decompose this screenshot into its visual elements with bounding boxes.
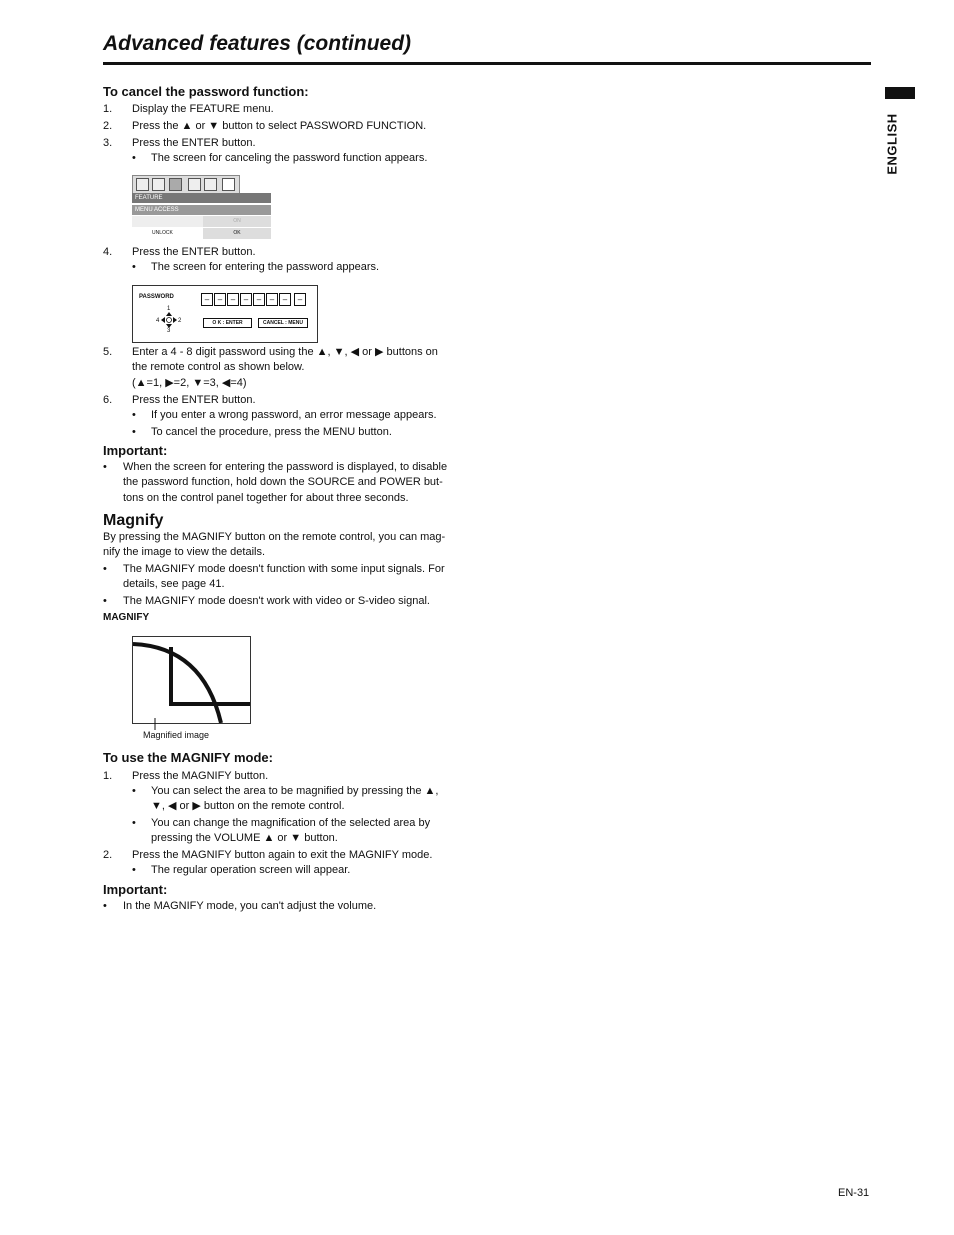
language-tab-label: ENGLISH	[884, 113, 900, 175]
step-number: 3.	[103, 137, 113, 149]
bullet-text: To cancel the procedure, press the MENU button.	[151, 426, 392, 438]
list-item	[103, 460, 448, 475]
bullet: •	[132, 152, 136, 164]
step-text: Press the ENTER button.	[132, 394, 256, 406]
audio-icon	[152, 178, 165, 191]
password-digit-box: –	[279, 293, 291, 306]
magnify-figure-label: MAGNIFY	[103, 612, 150, 623]
menu-icon-bar	[132, 175, 240, 195]
unlock-label: UNLOCK	[152, 230, 173, 236]
list-item	[103, 345, 503, 360]
use-magnify-heading: To use the MAGNIFY mode:	[103, 750, 273, 765]
menu-row-access: MENU ACCESS	[132, 205, 271, 215]
magnified-image-caption: Magnified image	[143, 730, 210, 740]
language-tab-marker	[885, 87, 915, 99]
direction-number-up: 1	[167, 306, 171, 312]
magnified-image-illustration	[132, 636, 251, 724]
list-item	[103, 245, 503, 260]
cancel-password-heading: To cancel the password function:	[103, 84, 309, 99]
step-number: 1.	[103, 770, 113, 782]
bullet-text: In the MAGNIFY mode, you can't adjust the volume.	[123, 900, 377, 912]
feature-menu-screen	[132, 175, 272, 239]
bullet: •	[132, 409, 136, 421]
magnify-heading: Magnify	[103, 512, 164, 529]
bullet: •	[103, 595, 107, 607]
step-text: Press the MAGNIFY button again to exit the MAGNIFY mode.	[132, 849, 433, 861]
password-digit-box: –	[266, 293, 278, 306]
bullet-text: If you enter a wrong password, an error message appears.	[151, 409, 437, 421]
bullet: •	[132, 864, 136, 876]
step-text: Press the ENTER button.	[132, 137, 256, 149]
list-item	[132, 151, 428, 166]
on-value: ON	[203, 216, 271, 227]
step-text-continued: the remote control as shown below.	[132, 361, 305, 373]
feature-icon	[169, 178, 182, 191]
ok-value: OK	[203, 228, 271, 239]
bullet-text: The screen for canceling the password function appears.	[151, 152, 428, 164]
list-item	[103, 102, 503, 117]
password-digit-box: –	[227, 293, 239, 306]
list-item	[132, 863, 351, 878]
step-text: Display the FEATURE menu.	[132, 103, 274, 115]
step-text: Enter a 4 - 8 digit password using the ▲, ▼, ◀ or ▶ buttons on	[132, 346, 438, 358]
list-item	[103, 119, 503, 134]
list-item	[132, 408, 437, 423]
bullet-text: The regular operation screen will appear.	[151, 864, 351, 876]
password-digit-box: –	[240, 293, 252, 306]
bullet-text: You can change the magnification of the selected area by	[151, 817, 431, 829]
bullet-text-continued: tons on the control panel together for about three seconds.	[123, 492, 409, 504]
list-item	[103, 899, 377, 914]
cancel-menu-button: CANCEL : MENU	[258, 318, 308, 328]
step-number: 1.	[103, 103, 113, 115]
bullet-text: The screen for entering the password appears.	[151, 261, 380, 273]
bullet: •	[132, 817, 136, 829]
bullet-text: The MAGNIFY mode doesn't function with some input signals. For	[123, 563, 445, 575]
bullet-text: The MAGNIFY mode doesn't work with video or S-video signal.	[123, 595, 430, 607]
important-heading: Important:	[103, 882, 168, 897]
language-tab	[877, 113, 907, 175]
page-number: EN-31	[838, 1187, 870, 1199]
bullet: •	[103, 563, 107, 575]
list-item	[132, 816, 431, 831]
bullet: •	[132, 785, 136, 797]
magnify-intro: By pressing the MAGNIFY button on the remote control, you can mag-	[103, 531, 446, 543]
password-digit-box: –	[294, 293, 306, 306]
bullet: •	[103, 900, 107, 912]
password-label: PASSWORD	[139, 294, 174, 300]
info-icon	[222, 178, 235, 191]
list-item	[103, 562, 445, 577]
step-number: 6.	[103, 394, 113, 406]
bullet-text-continued: the password function, hold down the SOURCE and POWER but-	[123, 476, 443, 488]
menu-row-on	[132, 216, 271, 227]
bullet: •	[132, 261, 136, 273]
step-number: 2.	[103, 849, 113, 861]
bullet-text: When the screen for entering the password is displayed, to disable	[123, 461, 448, 473]
step-text: Press the MAGNIFY button.	[132, 770, 269, 782]
signal-icon	[204, 178, 217, 191]
menu-row-feature: FEATURE	[132, 193, 271, 203]
list-item	[103, 136, 503, 151]
list-item	[132, 260, 380, 275]
direction-number-left: 4	[156, 318, 160, 324]
bullet-text-continued: ▼, ◀ or ▶ button on the remote control.	[151, 800, 345, 812]
bullet-text-continued: pressing the VOLUME ▲ or ▼ button.	[151, 832, 338, 844]
bullet-text-continued: details, see page 41.	[123, 578, 225, 590]
bullet-text: You can select the area to be magnified by pressing the ▲,	[151, 785, 439, 797]
list-item	[103, 393, 503, 408]
password-screen	[132, 285, 318, 343]
password-digit-box: –	[214, 293, 226, 306]
menu-row-unlock	[132, 228, 271, 239]
step-number: 4.	[103, 246, 113, 258]
caption-pointer	[154, 718, 158, 730]
bullet: •	[132, 426, 136, 438]
step-text: Press the ▲ or ▼ button to select PASSWORD FUNCTION.	[132, 120, 427, 132]
step-number: 5.	[103, 346, 113, 358]
step-text-mapping: (▲=1, ▶=2, ▼=3, ◀=4)	[132, 377, 247, 389]
ok-enter-button: O K : ENTER	[203, 318, 252, 328]
magnified-image-drawing	[133, 637, 250, 723]
list-item	[132, 425, 392, 440]
direction-number-right: 2	[178, 318, 182, 324]
image-icon	[136, 178, 149, 191]
step-text: Press the ENTER button.	[132, 246, 256, 258]
bullet: •	[103, 461, 107, 473]
title-rule	[103, 62, 871, 65]
direction-pad-icon	[161, 312, 177, 328]
list-item	[103, 594, 430, 609]
step-number: 2.	[103, 120, 113, 132]
password-digit-box: –	[201, 293, 213, 306]
magnify-intro-continued: nify the image to view the details.	[103, 546, 266, 558]
page-title: Advanced features (continued)	[103, 32, 412, 55]
password-digit-box: –	[253, 293, 265, 306]
important-heading: Important:	[103, 443, 168, 458]
list-item	[132, 784, 439, 799]
installation-icon	[188, 178, 201, 191]
list-item	[103, 769, 503, 784]
direction-number-down: 3	[167, 328, 171, 334]
list-item	[103, 848, 503, 863]
